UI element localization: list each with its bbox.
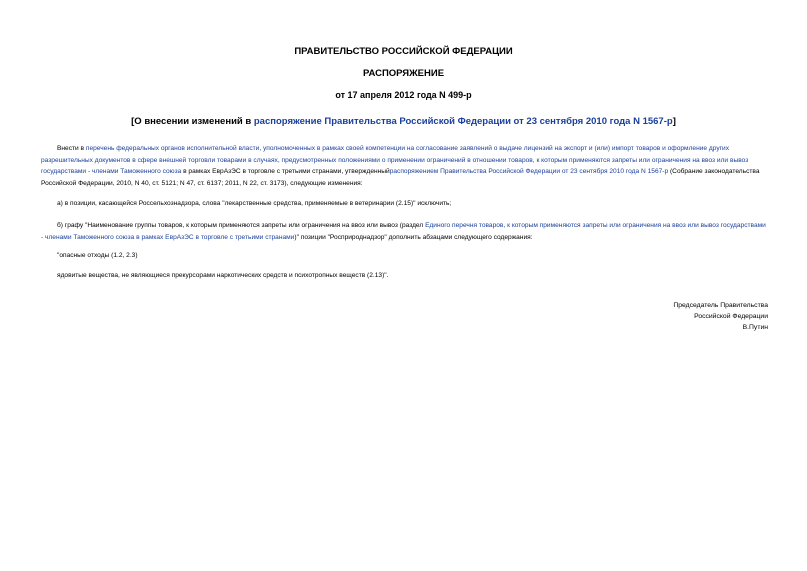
title-link-order-1567[interactable]: распоряжение Правительства Российской Федерации от 23 сентября 2010 года N 1567-р xyxy=(253,116,673,127)
signature-title: Председатель Правительства xyxy=(673,302,768,309)
paragraph-item-b xyxy=(41,220,769,243)
p1-middle: в рамках ЕврАзЭС в торговле с третьими странами, утвержденный xyxy=(181,168,390,176)
signature-name: В.Путин xyxy=(742,324,768,332)
p1-tail: (Собрание законодательства Российской Федерации, 2010, N 40, ст. 5121; N 47, ст. 6137; 2011, N 22, ст. 3173), следующие изменения: xyxy=(41,168,760,187)
document-title xyxy=(0,116,807,127)
link-unified-goods-list[interactable]: Единого перечня товаров, к которым применяются запреты или ограничения на ввоз или вывоз государствами - членами Таможенного союза в рамках ЕврАзЭС в торговле с третьими странами xyxy=(41,222,766,241)
paragraph-hazardous-waste: "опасные отходы (1.2, 2.3) xyxy=(57,252,138,259)
p3-lead: б) графу "Наименование группы товаров, к которым применяются запреты или ограничения на ввоз или вывоз (раздел xyxy=(57,222,426,229)
government-heading: ПРАВИТЕЛЬСТВО РОССИЙСКОЙ ФЕДЕРАЦИИ xyxy=(294,46,513,57)
link-authorities-list[interactable]: перечень федеральных органов исполнительной власти, уполномоченных в рамках своей компетенции на согласование заявлений о выдаче лицензий на экспорт и (или) импорт товаров и оформление других разрешительных документов в сфере внешней торговли товарами в случаях, предусмотренных положениями о применении ограничений в отношении товаров, к которым применяются запреты или ограничения на ввоз или вывоз государствами - членами Таможенного союза xyxy=(41,145,749,176)
p1-lead: Внести в xyxy=(57,145,86,152)
signature-office: Российской Федерации xyxy=(694,313,768,321)
paragraph-item-a: а) в позиции, касающейся Россельхознадзора, слова "лекарственные средства, применяемые в ветеринарии (2.15)" исключить; xyxy=(57,200,452,207)
document-type-heading: РАСПОРЯЖЕНИЕ xyxy=(362,68,445,79)
paragraph-toxic-substances: ядовитые вещества, не являющиеся прекурсорами наркотических средств и психотропных веществ (2.13)". xyxy=(57,272,389,279)
title-open: [О внесении изменений в xyxy=(131,116,254,127)
p3-tail: )" позиции "Росприроднадзор" дополнить абзацами следующего содержания: xyxy=(294,233,533,241)
signature-block xyxy=(673,300,768,334)
link-order-1567[interactable]: распоряжением Правительства Российской Федерации от 23 сентября 2010 года N 1567-р xyxy=(389,168,669,176)
document-date-number: от 17 апреля 2012 года N 499-р xyxy=(335,90,472,100)
paragraph-main xyxy=(41,143,769,189)
title-close: ] xyxy=(672,116,676,127)
